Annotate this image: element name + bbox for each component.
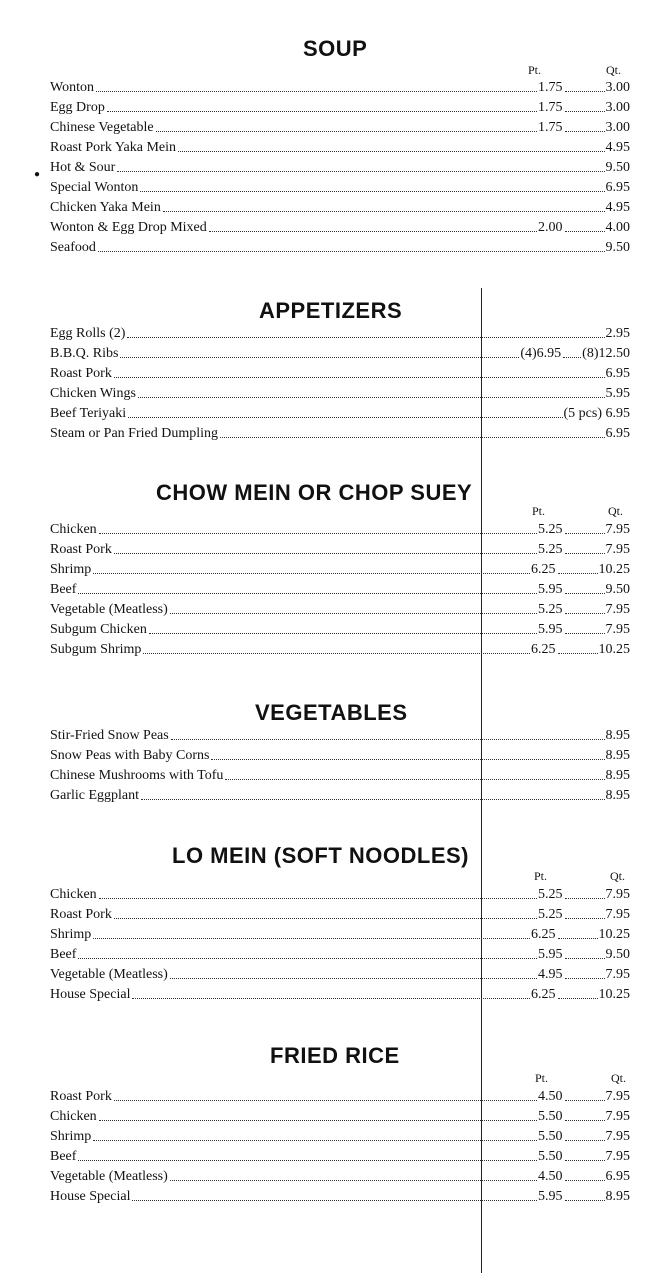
section-title: APPETIZERS xyxy=(259,298,403,323)
pint-header: Pt. xyxy=(532,504,546,518)
menu-item: Vegetable (Meatless) 4.50 6.95 xyxy=(50,1169,630,1184)
section-title: FRIED RICE xyxy=(270,1043,400,1068)
menu-item: Beef 5.50 7.95 xyxy=(50,1149,630,1164)
section-appetizers xyxy=(50,298,630,448)
menu-item: Hot & Sour 9.50 xyxy=(50,160,630,175)
menu-item: Chicken Yaka Mein 4.95 xyxy=(50,200,630,215)
menu-item: Beef 5.95 9.50 xyxy=(50,947,630,962)
menu-item: Wonton & Egg Drop Mixed 2.00 4.00 xyxy=(50,220,630,235)
menu-item: Chinese Vegetable 1.75 3.00 xyxy=(50,120,630,135)
section-title: SOUP xyxy=(303,36,368,61)
menu-item: Garlic Eggplant 8.95 xyxy=(50,788,630,803)
item-list xyxy=(50,1085,630,1205)
section-fried-rice xyxy=(50,1043,630,1218)
item-list xyxy=(50,724,630,804)
menu-item: Snow Peas with Baby Corns 8.95 xyxy=(50,748,630,763)
menu-item: House Special 6.25 10.25 xyxy=(50,987,630,1002)
menu-item: Chicken Wings 5.95 xyxy=(50,386,630,401)
menu-item: Stir-Fried Snow Peas 8.95 xyxy=(50,728,630,743)
pint-header: Pt. xyxy=(535,1071,549,1085)
menu-item: Beef 5.95 9.50 xyxy=(50,582,630,597)
bullet-marker-icon: ● xyxy=(34,169,41,180)
menu-item: B.B.Q. Ribs (4)6.95 (8)12.50 xyxy=(50,346,630,361)
pint-header: Pt. xyxy=(534,869,548,883)
menu-item: Egg Rolls (2) 2.95 xyxy=(50,326,630,341)
menu-item: Roast Pork 5.25 7.95 xyxy=(50,907,630,922)
column-headers xyxy=(50,504,630,518)
menu-item: Subgum Shrimp 6.25 10.25 xyxy=(50,642,630,657)
menu-item: Shrimp 5.50 7.95 xyxy=(50,1129,630,1144)
section-vegetables xyxy=(50,700,630,810)
section-soup xyxy=(50,36,630,271)
menu-item: Chinese Mushrooms with Tofu 8.95 xyxy=(50,768,630,783)
column-headers xyxy=(50,869,630,883)
menu-item: Special Wonton 6.95 xyxy=(50,180,630,195)
item-list xyxy=(50,883,630,1003)
menu-item: Beef Teriyaki (5 pcs) 6.95 xyxy=(50,406,630,421)
menu-item: Steam or Pan Fried Dumpling 6.95 xyxy=(50,426,630,441)
section-title: LO MEIN (SOFT NOODLES) xyxy=(172,843,469,868)
menu-item: Wonton 1.75 3.00 xyxy=(50,80,630,95)
menu-item: Shrimp 6.25 10.25 xyxy=(50,562,630,577)
item-list xyxy=(50,322,630,442)
menu-item: House Special 5.95 8.95 xyxy=(50,1189,630,1204)
menu-item: Chicken 5.25 7.95 xyxy=(50,522,630,537)
menu-item: Vegetable (Meatless) 5.25 7.95 xyxy=(50,602,630,617)
menu-item: Roast Pork 5.25 7.95 xyxy=(50,542,630,557)
item-list xyxy=(50,76,630,256)
section-title: CHOW MEIN OR CHOP SUEY xyxy=(156,480,473,505)
menu-item: Egg Drop 1.75 3.00 xyxy=(50,100,630,115)
menu-item: Shrimp 6.25 10.25 xyxy=(50,927,630,942)
menu-item: Roast Pork Yaka Mein 4.95 xyxy=(50,140,630,155)
quart-header: Qt. xyxy=(611,1071,626,1085)
section-chow-mein xyxy=(50,480,630,670)
menu-item: Roast Pork 4.50 7.95 xyxy=(50,1089,630,1104)
quart-header: Qt. xyxy=(606,63,621,77)
menu-item: Subgum Chicken 5.95 7.95 xyxy=(50,622,630,637)
column-headers xyxy=(50,63,630,77)
menu-item: Roast Pork 6.95 xyxy=(50,366,630,381)
section-lo-mein xyxy=(50,843,630,1013)
menu-item: Vegetable (Meatless) 4.95 7.95 xyxy=(50,967,630,982)
item-list xyxy=(50,518,630,658)
section-title: VEGETABLES xyxy=(255,700,408,725)
menu-item: Chicken 5.25 7.95 xyxy=(50,887,630,902)
column-headers xyxy=(50,1071,630,1085)
menu-item: Chicken 5.50 7.95 xyxy=(50,1109,630,1124)
menu-item: Seafood 9.50 xyxy=(50,240,630,255)
quart-header: Qt. xyxy=(610,869,625,883)
pint-header: Pt. xyxy=(528,63,542,77)
quart-header: Qt. xyxy=(608,504,623,518)
